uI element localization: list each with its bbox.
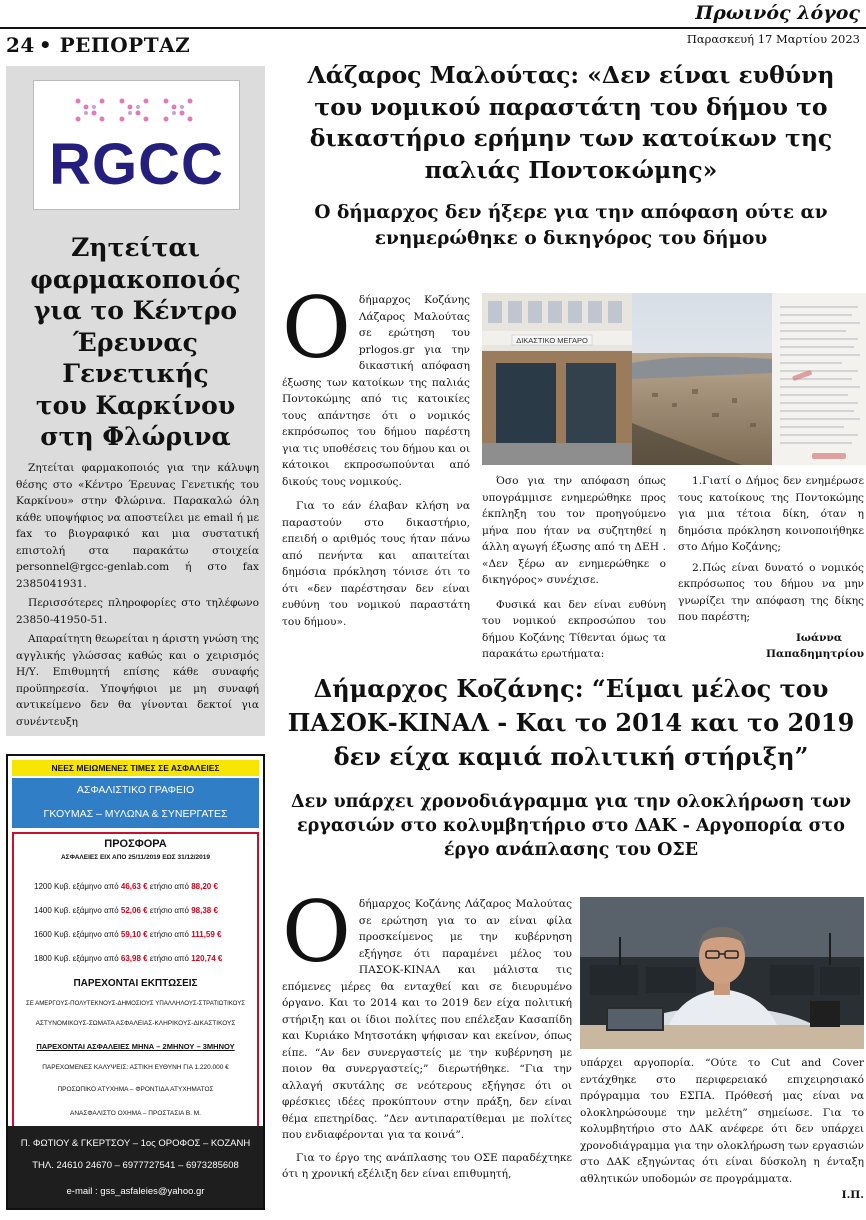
- ad-insurance-email[interactable]: e-mail : gss_asfaleies@yahoo.gr: [66, 1186, 205, 1197]
- ad-insurance-office: ΑΣΦΑΛΙΣΤΙΚΟ ΓΡΑΦΕΙΟ ΓΚΟΥΜΑΣ – ΜΥΛΩΝΑ & ΣΥΝΕΡΓΑΤΕΣ: [12, 778, 259, 828]
- court-building-photo: [482, 293, 866, 465]
- ad-insurance: [6, 754, 265, 1210]
- ad-insurance-topbar: ΝΕΕΣ ΜΕΙΩΜΕΝΕΣ ΤΙΜΕΣ ΣΕ ΑΣΦΑΛΕΙΕΣ: [12, 760, 259, 776]
- article1-dropcap: Ο: [282, 279, 351, 377]
- article2-subhead: Δεν υπάρχει χρονοδιάγραμμα για την ολοκλήρωση των εργασιών στο κολυμβητήριο στο ΔΑΚ - Αργοπορία στο έργο ανάπλασης του ΟΣΕ: [291, 792, 851, 860]
- ad-rgcc: [6, 66, 265, 736]
- section-label: [6, 33, 190, 57]
- article2-column-2: υπάρχει αργοπορία. “Ούτε το Cut and Cover εντάχθηκε στο περιφερειακό επιχειρησιακό πρόγραμμα του ΕΣΠΑ. Πρόθεσή μας είναι να ολοκληρώσουμε την μελέτη” σημείωσε. Για το κολυμβητήριο στο ΔΑΚ ανέφερε ότι δεν υπάρχει χρονοδιάγραμμα για την ολοκλήρωση των εργασιών στο ΔΑΚ εξηγώντας ότι είναι δύσκολη η ένταξη αθλητικών υποδομών σε προγράμματα. Ι.Π.: [580, 1055, 864, 1204]
- price-row: 1600 Κυβ. εξάμηνο από 59,10 € ετήσιο από 111,59 €: [34, 930, 222, 939]
- dna-dots-icon: [72, 95, 204, 125]
- article1-author: Ιωάννα: [795, 631, 842, 644]
- article1-column-1: Ο δήμαρχος Κοζάνης Λάζαρος Μαλούτας σε ερώτηση του prlogos.gr για την δικαστική απόφαση έξωσης των κατοίκων της παλιάς Ποντοκώμης από τις κατοικίες τους απάντησε ότι ο νομικός εκπρόσωπος του δήμου παρέστη για τις υποθέσεις του δήμου και οι κάτοικοι εκπροσωπούνται από δικούς τους νομικούς. Για το εάν έλαβαν κλήση να παραστούν στο δικαστήριο, επειδή ο αριθμός τους ήταν πάνω από πενήντα και απαιτείται δημόσια πρόκληση τόνισε ότι το ότι «δεν παρέστησαν δεν είναι ευθύνη του νομικού παραστάτη του δήμου».: [282, 279, 470, 628]
- article2-headline: Δήμαρχος Κοζάνης: “Είμαι μέλος του ΠΑΣΟΚ-ΚΙΝΑΛ - Και το 2014 και το 2019 δεν είχα καμιά πολιτική στήριξη”: [287, 674, 855, 771]
- masthead-title: Πρωινός λόγος: [695, 2, 860, 24]
- article1-headline: Λάζαρος Μαλούτας: «Δεν είναι ευθύνη του νομικού παραστάτη του δήμου το δικαστήριο ερήμην των κατοίκων της παλιάς Ποντοκώμης»: [307, 61, 835, 184]
- ad-rgcc-body: Ζητείται φαρμακοποιός για την κάλυψη θέσης στο «Κέντρο Έρευνας Γενετικής του Καρκίνου» στην Φλώρινα. Παρακαλώ όλη κάθε υποψήφιος να αποστείλει με email ή με fax το βιογραφικό και μια συστατική επιστολή στα παρακάτω στοιχεία personnel@rgcc-genlab.com ή στο fax 2385041931. Περισσότερες πληροφορίες στο τηλέφωνο 23850-41950-51. Απαραίτητη θεωρείται η άριστη γνώση της αγγλικής γλώσσας καθώς και ο χειρισμός Η/Υ. Επιθυμητή επίσης κάθε συναφής προϋπηρεσία. Υποψήφιοι με μη συναφή αντικείμενο δεν θα γίνονται δεκτοί για συνέντευξη: [16, 462, 259, 728]
- ad-insurance-offer: ΠΡΟΣΦΟΡΑ ΑΣΦΑΛΕΙΕΣ ΕΙΧ ΑΠΟ 25/11/2019 ΕΩΣ 31/12/2019 1200 Κυβ. εξάμηνο από 46,63 € ετήσιο από 88,20 € 1400 Κυβ. εξάμηνο από 52,06 € ετήσιο από 98,38 € 1600 Κυβ. εξάμηνο από 59,10 € ετήσιο από 111,59 € 1800 Κυβ. εξάμηνο από 63,98 € ετήσιο από 120,74 € ΠΑΡΕΧΟΝΤΑΙ ΕΚΠΤΩΣΕΙΣ ΣΕ ΑΜΕΡΓΟΥΣ-ΠΟΛΥΤΕΚΝΟΥΣ-ΔΗΜΟΣΙΟΥΣ ΥΠΑΛΛΗΛΟΥΣ-ΣΤΡΑΤΙΩΤΙΚΟΥΣ ΑΣΤΥΝΟΜΙΚΟΥΣ-ΣΩΜΑΤΑ ΑΣΦΑΛΕΙΑΣ-ΚΛΗΡΙΚΟΥΣ-ΔΙΚΑΣΤΙΚΟΥΣ ΠΑΡΕΧΟΝΤΑΙ ΑΣΦΑΛΕΙΕΣ ΜΗΝΑ – 2ΜΗΝΟΥ – 3ΜΗΝΟΥ ΠΑΡΕΧΟΜΕΝΕΣ ΚΑΛΥΨΕΙΣ: ΑΣΤΙΚΗ ΕΥΘΥΝΗ ΓΙΑ 1.220.000 € ΠΡΟΣΩΠΙΚΟ ΑΤΥΧΗΜΑ – ΦΡΟΝΤΙΔΑ ΑΤΥΧΗΜΑΤΟΣ ΑΝΑΣΦΑΛΙΣΤΟ ΟΧΗΜΑ – ΠΡΟΣΤΑΣΙΑ Β. Μ.: [12, 832, 259, 1132]
- price-row: 1400 Κυβ. εξάμηνο από 52,06 € ετήσιο από 98,38 €: [34, 906, 218, 915]
- ad-rgcc-title: Ζητείται φαρμακοποιός για το Κέντρο Έρευνας Γενετικής του Καρκίνου στη Φλώρινα: [30, 233, 241, 451]
- article1-subhead: Ο δήμαρχος δεν ήξερε για την απόφαση ούτε αν ενημερώθηκε ο δικηγόρος του δήμου: [314, 202, 828, 249]
- article2-dropcap: Ο: [282, 883, 351, 981]
- court-sign: ΔΙΚΑΣΤΙΚΟ ΜΕΓΑΡΟ: [516, 336, 588, 345]
- article2-column-1: Ο δήμαρχος Κοζάνης Λάζαρος Μαλούτας σε ερώτηση για το αν είναι φίλα προσκείμενος με την κυβέρνηση εξήγησε ότι παραμένει μέλος του ΠΑΣΟΚ-ΚΙΝΑΛ και μάλιστα τις επόμενες μέρες θα ενταχθεί και σε διευρυμένο όργανο. Και το 2014 και το 2019 δεν είχα πολιτική στήριξη και οι ίδιοι πολίτες που επέλεξαν Κασαπίδη και Κυριάκο Μητσοτάκη ψήφισαν και εκείνον, όπως είπε. “Αν δεν συνεργαστείς με την κυβέρνηση με ποιον θα συνεργαστείς;” διερωτήθηκε. “Για την αλλαγή σκυτάλης σε νεότερους εξήγησε ότι οι φρέσκιες ιδέες προκύπτουν στην πράξη, δεν είναι θέμα επετηρίδας. ”Δεν αντιπαρατίθεμαι με πολίτες που ενδιαφέρονται για τα κοινά”. Για το έργο της ανάπλασης του ΟΣΕ παραδέχτηκε ότι η χρονική εξέλιξη δεν είναι επιθυμητή,: [282, 883, 572, 1180]
- article1-author-surname: Παπαδημητρίου: [765, 648, 864, 660]
- section-name: • ΡΕΠΟΡΤΑΖ: [38, 33, 191, 57]
- article2-author: Ι.Π.: [841, 1189, 864, 1201]
- article1-column-3: 1.Γιατί ο Δήμος δεν ενημέρωσε τους κατοίκους της Ποντοκώμης για μια τέτοια δίκη, όταν η δημόσια πρόκληση κοινοποιήθηκε στο Δήμο Κοζάνης; 2.Πώς είναι δυνατό ο νομικός εκπρόσωπος του δήμου να μην γνωρίζει την απόφαση της δίκης που παρέστη; Ιωάννα Παπαδημητρίου: [678, 473, 864, 663]
- page-number: 24: [6, 33, 35, 57]
- price-row: 1800 Κυβ. εξάμηνο από 63,98 € ετήσιο από 120,74 €: [34, 954, 223, 963]
- mayor-photo: [580, 897, 864, 1049]
- ad-insurance-contact: Π. ΦΩΤΙΟΥ & ΓΚΕΡΤΣΟΥ – 1ος ΟΡΟΦΟΣ – ΚΟΖΑΝΗ ΤΗΛ. 24610 24670 – 6977727541 – 6973285608 e-mail : gss_asfaleies@yahoo.gr: [8, 1126, 263, 1208]
- rgcc-logo: [33, 80, 240, 210]
- rgcc-brand: RGCC: [49, 132, 224, 197]
- article1-column-2: Όσο για την απόφαση όπως υπογράμμισε ενημερώθηκε προς έκπληξη του τον προηγούμενο μήνα που ήταν να συζητηθεί η άλλη αγωγή έξωσης από τη ΔΕΗ . «Δεν ξέρω αν ενημερώθηκε ο δικηγόρος» συνέχισε. Φυσικά και δεν είναι ευθύνη του νομικού εκπροσώπου του δήμου Κοζάνης Τίθενται όμως τα παρακάτω ερωτήματα:: [482, 475, 666, 660]
- issue-date: Παρασκευή 17 Μαρτίου 2023: [686, 32, 860, 46]
- top-rule: [0, 27, 866, 29]
- price-row: 1200 Κυβ. εξάμηνο από 46,63 € ετήσιο από 88,20 €: [34, 882, 218, 891]
